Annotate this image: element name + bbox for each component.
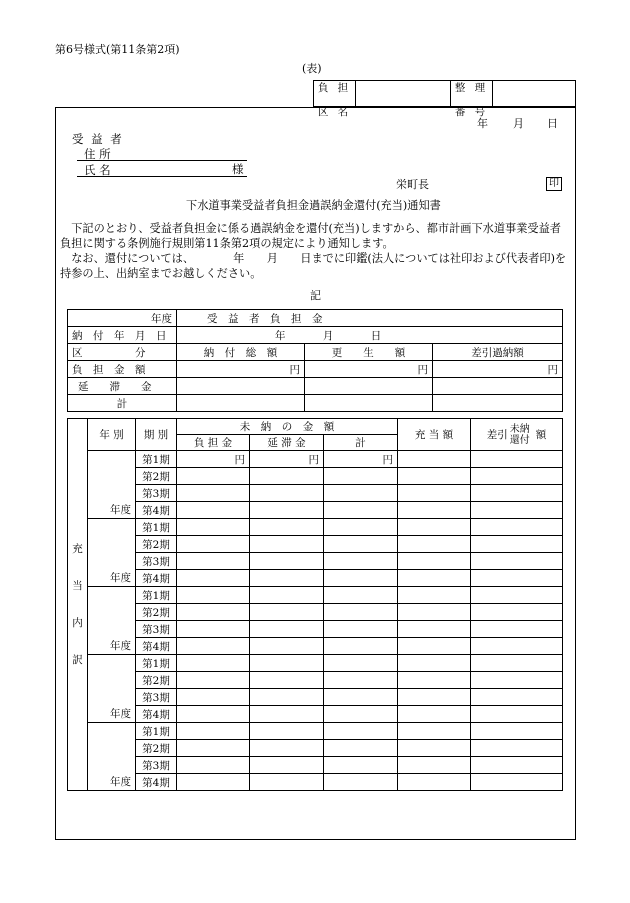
sum-cell[interactable]: 円 xyxy=(324,451,398,468)
sum-cell[interactable] xyxy=(324,774,398,791)
sum-cell[interactable] xyxy=(324,536,398,553)
late-fee-cell[interactable] xyxy=(250,774,324,791)
applied-amount-cell[interactable] xyxy=(398,740,471,757)
allocation-row xyxy=(68,638,563,655)
charge-amount-cell[interactable] xyxy=(177,485,250,502)
applied-amount-cell[interactable] xyxy=(398,502,471,519)
name-line[interactable] xyxy=(77,176,247,177)
col-year-header: 年 別 xyxy=(88,419,136,451)
address-line[interactable] xyxy=(77,160,247,161)
year-cell[interactable]: 年度 xyxy=(88,655,136,723)
payment-summary-table xyxy=(67,309,563,412)
charge-amount-cell[interactable] xyxy=(177,604,250,621)
period-cell: 第4期 xyxy=(136,638,177,655)
refund-amount-cell[interactable] xyxy=(471,774,563,791)
refund-amount-cell[interactable] xyxy=(471,536,563,553)
charge-amount-cell[interactable] xyxy=(177,553,250,570)
year-cell[interactable]: 年度 xyxy=(88,587,136,655)
applied-amount-cell[interactable] xyxy=(398,723,471,740)
header-boxes xyxy=(313,80,576,118)
period-cell: 第4期 xyxy=(136,774,177,791)
late-fee-cell[interactable] xyxy=(250,655,324,672)
row-charge-label: 負 担 金 額 xyxy=(68,361,177,378)
late-corrected[interactable] xyxy=(305,378,433,395)
late-fee-cell[interactable] xyxy=(250,723,324,740)
person-in-charge-field[interactable] xyxy=(356,81,451,106)
charge-amount-cell[interactable] xyxy=(177,706,250,723)
applied-amount-cell[interactable] xyxy=(398,604,471,621)
reference-number-field[interactable] xyxy=(493,81,575,106)
sum-cell[interactable] xyxy=(324,740,398,757)
sum-cell[interactable] xyxy=(324,706,398,723)
refund-amount-cell[interactable] xyxy=(471,723,563,740)
allocation-row xyxy=(68,740,563,757)
allocation-row xyxy=(68,604,563,621)
late-fee-cell[interactable] xyxy=(250,672,324,689)
period-cell: 第2期 xyxy=(136,672,177,689)
late-fee-cell[interactable] xyxy=(250,468,324,485)
applied-amount-cell[interactable] xyxy=(398,638,471,655)
sum-cell[interactable] xyxy=(324,553,398,570)
col-total-paid: 納 付 総 額 xyxy=(177,344,305,361)
form-number: 第6号様式(第11条第2項) xyxy=(55,43,180,56)
allocation-row xyxy=(68,519,563,536)
period-cell: 第3期 xyxy=(136,621,177,638)
total-overpaid[interactable] xyxy=(433,395,563,412)
allocation-breakdown-table xyxy=(67,418,563,791)
ki-mark: 記 xyxy=(310,289,321,302)
row-late-label: 延 滞 金 xyxy=(68,378,177,395)
col-sum-header: 計 xyxy=(324,435,398,451)
refund-amount-cell[interactable] xyxy=(471,485,563,502)
charge-amount-cell[interactable] xyxy=(177,689,250,706)
late-fee-cell[interactable] xyxy=(250,502,324,519)
allocation-row xyxy=(68,451,563,468)
period-cell: 第1期 xyxy=(136,655,177,672)
charge-amount-cell[interactable] xyxy=(177,638,250,655)
refund-amount-cell[interactable] xyxy=(471,689,563,706)
applied-amount-cell[interactable] xyxy=(398,655,471,672)
refund-amount-cell[interactable] xyxy=(471,638,563,655)
payment-date-cell[interactable]: 年 月 日 xyxy=(177,327,563,344)
sum-cell[interactable] xyxy=(324,604,398,621)
address-label: 住 所 xyxy=(84,147,111,161)
charge-amount-cell[interactable]: 円 xyxy=(177,451,250,468)
applied-amount-cell[interactable] xyxy=(398,774,471,791)
col-period-header: 期 別 xyxy=(136,419,177,451)
applied-amount-cell[interactable] xyxy=(398,757,471,774)
col-corrected: 更 生 額 xyxy=(305,344,433,361)
refund-amount-cell[interactable] xyxy=(471,553,563,570)
charge-amount-cell[interactable] xyxy=(177,468,250,485)
col-unpaid-header: 未 納 の 金 額 xyxy=(177,419,398,435)
late-total-paid[interactable] xyxy=(177,378,305,395)
allocation-row xyxy=(68,723,563,740)
allocation-row xyxy=(68,757,563,774)
sum-cell[interactable] xyxy=(324,570,398,587)
period-cell: 第3期 xyxy=(136,757,177,774)
period-cell: 第4期 xyxy=(136,706,177,723)
sum-cell[interactable] xyxy=(324,519,398,536)
year-cell[interactable]: 年度 xyxy=(88,519,136,587)
late-fee-cell[interactable] xyxy=(250,604,324,621)
sum-cell[interactable] xyxy=(324,638,398,655)
allocation-row xyxy=(68,621,563,638)
charge-amount-cell[interactable] xyxy=(177,621,250,638)
allocation-row xyxy=(68,485,563,502)
total-paid[interactable] xyxy=(177,395,305,412)
name-label: 氏 名 xyxy=(84,163,111,177)
late-fee-cell[interactable] xyxy=(250,689,324,706)
allocation-row xyxy=(68,706,563,723)
allocation-row xyxy=(68,672,563,689)
row-total-label: 計 xyxy=(68,395,177,412)
sum-cell[interactable] xyxy=(324,723,398,740)
seal-mark: 印 xyxy=(546,177,562,191)
refund-amount-cell[interactable] xyxy=(471,621,563,638)
late-fee-cell[interactable] xyxy=(250,638,324,655)
charge-amount-cell[interactable] xyxy=(177,672,250,689)
late-fee-cell[interactable] xyxy=(250,706,324,723)
date-day: 日 xyxy=(547,117,558,130)
allocation-row xyxy=(68,468,563,485)
period-cell: 第2期 xyxy=(136,468,177,485)
charge-total-paid[interactable]: 円 xyxy=(177,361,305,378)
sum-cell[interactable] xyxy=(324,502,398,519)
sum-cell[interactable] xyxy=(324,672,398,689)
person-in-charge-label: 負 担 区 名 xyxy=(314,81,356,106)
sum-cell[interactable] xyxy=(324,485,398,502)
charge-amount-cell[interactable] xyxy=(177,502,250,519)
date-year: 年 xyxy=(477,117,488,130)
allocation-body xyxy=(68,419,563,791)
charge-amount-cell[interactable] xyxy=(177,757,250,774)
late-fee-cell[interactable] xyxy=(250,587,324,604)
charge-amount-cell[interactable] xyxy=(177,774,250,791)
refund-amount-cell[interactable] xyxy=(471,706,563,723)
allocation-row xyxy=(68,570,563,587)
period-cell: 第1期 xyxy=(136,451,177,468)
allocation-row xyxy=(68,689,563,706)
charge-corrected[interactable]: 円 xyxy=(305,361,433,378)
year-cell[interactable]: 年度 xyxy=(88,723,136,791)
applied-amount-cell[interactable] xyxy=(398,587,471,604)
applied-amount-cell[interactable] xyxy=(398,689,471,706)
year-cell[interactable]: 年度 xyxy=(88,451,136,519)
period-cell: 第4期 xyxy=(136,502,177,519)
sum-cell[interactable] xyxy=(324,468,398,485)
applied-amount-cell[interactable] xyxy=(398,536,471,553)
beneficiary-title: 受 益 者 xyxy=(72,132,124,146)
charge-amount-cell[interactable] xyxy=(177,587,250,604)
period-cell: 第3期 xyxy=(136,485,177,502)
period-cell: 第3期 xyxy=(136,689,177,706)
charge-amount-cell[interactable] xyxy=(177,723,250,740)
applied-amount-cell[interactable] xyxy=(398,706,471,723)
refund-amount-cell[interactable] xyxy=(471,757,563,774)
late-fee-cell[interactable] xyxy=(250,519,324,536)
applied-amount-cell[interactable] xyxy=(398,485,471,502)
issuer: 栄町長 xyxy=(396,178,429,191)
notice-paragraph-1: 下記のとおり、受益者負担金に係る過誤納金を還付(充当)しますから、都市計画下水道事業受益者負担に関する条例施行規則第11条第2項の規定により通知します。 xyxy=(60,222,561,250)
refund-amount-cell[interactable] xyxy=(471,451,563,468)
allocation-row xyxy=(68,655,563,672)
late-fee-cell[interactable] xyxy=(250,621,324,638)
refund-amount-cell[interactable] xyxy=(471,468,563,485)
fiscal-year-cell[interactable]: 年度 xyxy=(68,310,177,327)
refund-amount-cell[interactable] xyxy=(471,604,563,621)
notice-paragraph-2: なお、還付については、 年 月 日までに印鑑(法人については社印および代表者印)を持参の上、出納室までお越しください。 xyxy=(60,252,567,280)
late-fee-cell[interactable] xyxy=(250,570,324,587)
col-refund-header: 差引 未納 還付 額 xyxy=(471,419,563,451)
period-cell: 第4期 xyxy=(136,570,177,587)
document-title: 下水道事業受益者負担金過誤納金還付(充当)通知書 xyxy=(186,199,441,212)
period-cell: 第1期 xyxy=(136,723,177,740)
late-fee-cell[interactable] xyxy=(250,536,324,553)
late-fee-cell[interactable] xyxy=(250,553,324,570)
date-month: 月 xyxy=(513,117,524,130)
applied-amount-cell[interactable] xyxy=(398,570,471,587)
sum-cell[interactable] xyxy=(324,689,398,706)
applied-amount-cell[interactable] xyxy=(398,553,471,570)
refund-amount-cell[interactable] xyxy=(471,587,563,604)
category-label: 区 分 xyxy=(68,344,177,361)
sum-cell[interactable] xyxy=(324,587,398,604)
applied-amount-cell[interactable] xyxy=(398,621,471,638)
allocation-row xyxy=(68,587,563,604)
sum-cell[interactable] xyxy=(324,621,398,638)
charge-overpaid[interactable]: 円 xyxy=(433,361,563,378)
allocation-row xyxy=(68,536,563,553)
period-cell: 第1期 xyxy=(136,587,177,604)
refund-amount-cell[interactable] xyxy=(471,655,563,672)
late-fee-cell[interactable] xyxy=(250,485,324,502)
period-cell: 第1期 xyxy=(136,519,177,536)
charge-amount-cell[interactable] xyxy=(177,570,250,587)
period-cell: 第2期 xyxy=(136,740,177,757)
col-overpaid: 差引過納額 xyxy=(433,344,563,361)
refund-amount-cell[interactable] xyxy=(471,672,563,689)
col-applied-header: 充 当 額 xyxy=(398,419,471,451)
applied-amount-cell[interactable] xyxy=(398,519,471,536)
charge-amount-cell[interactable] xyxy=(177,740,250,757)
period-cell: 第2期 xyxy=(136,604,177,621)
honorific: 様 xyxy=(232,162,244,176)
col-charge-header: 負 担 金 xyxy=(177,435,250,451)
period-cell: 第2期 xyxy=(136,536,177,553)
applied-amount-cell[interactable] xyxy=(398,672,471,689)
period-cell: 第3期 xyxy=(136,553,177,570)
refund-amount-cell[interactable] xyxy=(471,740,563,757)
charge-amount-cell[interactable] xyxy=(177,519,250,536)
late-fee-cell[interactable] xyxy=(250,757,324,774)
sum-cell[interactable] xyxy=(324,757,398,774)
allocation-row xyxy=(68,774,563,791)
allocation-row xyxy=(68,553,563,570)
allocation-row xyxy=(68,502,563,519)
charge-amount-cell[interactable] xyxy=(177,536,250,553)
payer-header: 受 益 者 負 担 金 xyxy=(177,310,563,327)
sum-cell[interactable] xyxy=(324,655,398,672)
charge-amount-cell[interactable] xyxy=(177,655,250,672)
notice-body xyxy=(60,221,572,281)
face-label: (表) xyxy=(302,62,322,75)
refund-amount-cell[interactable] xyxy=(471,519,563,536)
refund-amount-cell[interactable] xyxy=(471,502,563,519)
col-late-header: 延 滞 金 xyxy=(250,435,324,451)
late-fee-cell[interactable]: 円 xyxy=(250,451,324,468)
total-corrected[interactable] xyxy=(305,395,433,412)
allocation-side-label: 充 当 内 訳 xyxy=(68,419,88,791)
reference-label: 整 理 番 号 xyxy=(451,81,493,106)
late-overpaid[interactable] xyxy=(433,378,563,395)
applied-amount-cell[interactable] xyxy=(398,451,471,468)
refund-amount-cell[interactable] xyxy=(471,570,563,587)
applied-amount-cell[interactable] xyxy=(398,468,471,485)
payment-date-label: 納 付 年 月 日 xyxy=(68,327,177,344)
late-fee-cell[interactable] xyxy=(250,740,324,757)
